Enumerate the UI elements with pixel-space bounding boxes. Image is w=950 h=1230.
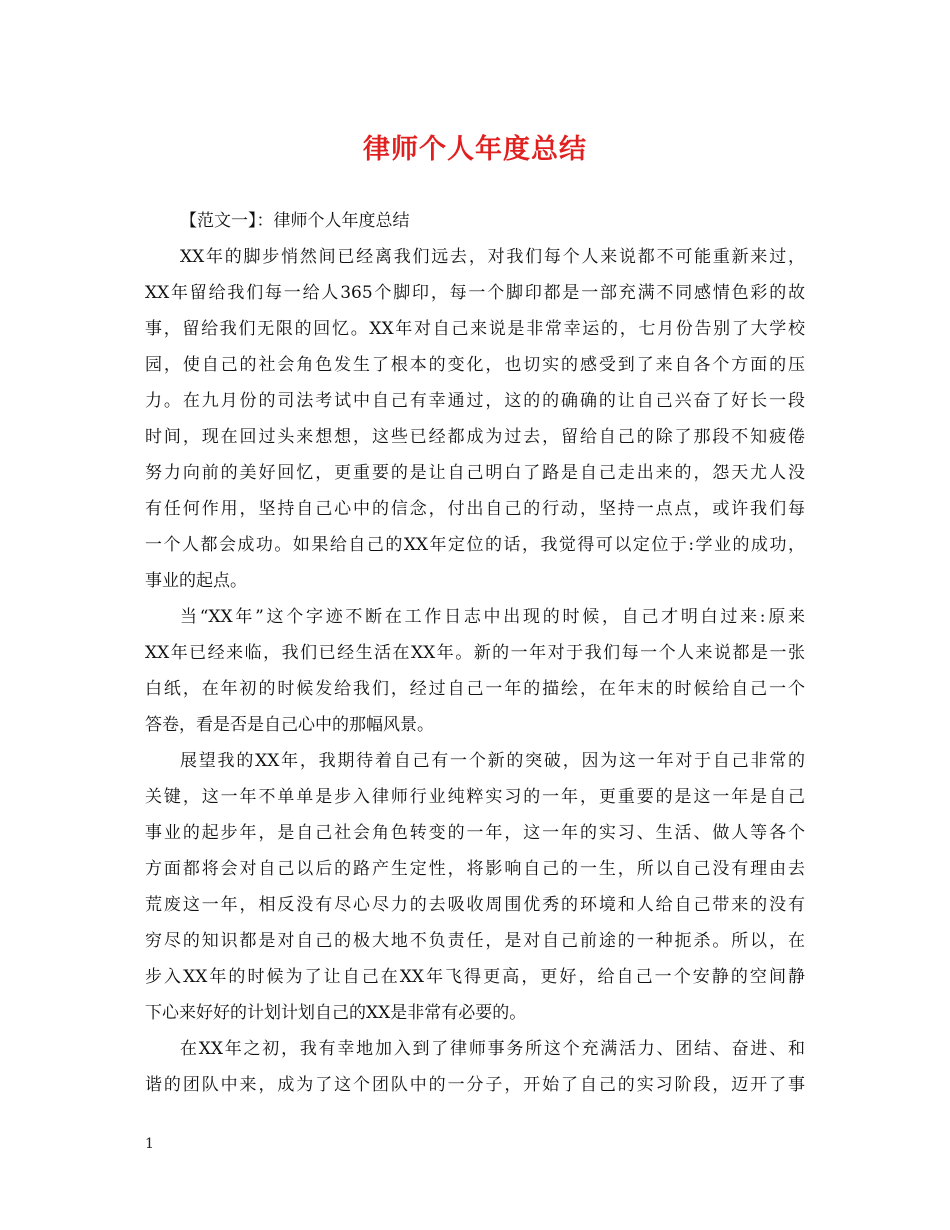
text-line: 园，使自己的社会角色发生了根本的变化，也切实的感受到了来自各个方面的压 [145,355,805,375]
text-line: 谐的团队中来，成为了这个团队中的一分子，开始了自己的实习阶段，迈开了事 [145,1075,805,1095]
text-line: 时间，现在回过头来想想，这些已经都成为过去，留给自己的除了那段不知疲倦 [145,427,805,447]
text-line: 荒废这一年，相反没有尽心尽力的去吸收周围优秀的环境和人给自己带来的没有 [145,895,805,915]
text-line: XX年已经来临，我们已经生活在XX年。新的一年对于我们每一个人来说都是一张 [145,643,805,663]
text-line: 有任何作用，坚持自己心中的信念，付出自己的行动，坚持一点点，或许我们每 [145,499,805,519]
text-line: 事，留给我们无限的回忆。XX年对自己来说是非常幸运的，七月份告别了大学校 [145,319,805,339]
text-line: 下心来好好的计划计划自己的XX是非常有必要的。 [145,1003,527,1023]
page-number: 1 [145,1136,154,1152]
text-line: XX年留给我们每一给人365个脚印，每一个脚印都是一部充满不同感情色彩的故 [145,283,805,303]
text-line: 力。在九月份的司法考试中自己有幸通过，这的的确确的让自己兴奋了好长一段 [145,391,805,411]
text-line: 关键，这一年不单单是步入律师行业纯粹实习的一年，更重要的是这一年是自己 [145,787,805,807]
text-line: 方面都将会对自己以后的路产生定性，将影响自己的一生，所以自己没有理由去 [145,859,805,879]
text-line: 白纸，在年初的时候发给我们，经过自己一年的描绘，在年末的时候给自己一个 [145,679,805,699]
text-line: 步入XX年的时候为了让自己在XX年飞得更高，更好，给自己一个安静的空间静 [145,967,805,987]
text-line: 展望我的XX年，我期待着自己有一个新的突破，因为这一年对于自己非常的 [180,751,805,771]
text-line: 穷尽的知识都是对自己的极大地不负责任，是对自己前途的一种扼杀。所以，在 [145,931,805,951]
text-line: XX年的脚步悄然间已经离我们远去，对我们每个人来说都不可能重新来过， [180,247,805,267]
text-line: 一个人都会成功。如果给自己的XX年定位的话，我觉得可以定位于:学业的成功， [145,535,805,555]
text-line: 努力向前的美好回忆，更重要的是让自己明白了路是自己走出来的，怨天尤人没 [145,463,805,483]
text-line: 事业的起点。 [145,571,247,591]
text-line: 答卷，看是否是自己心中的那幅风景。 [145,715,434,735]
section-heading: 【范文一】：律师个人年度总结 [180,211,410,231]
text-line: 事业的起步年，是自己社会角色转变的一年，这一年的实习、生活、做人等各个 [145,823,805,843]
text-line: 当“XX年”这个字迹不断在工作日志中出现的时候，自己才明白过来:原来 [180,607,805,627]
document-title: 律师个人年度总结 [363,134,587,165]
text-line: 在XX年之初，我有幸地加入到了律师事务所这个充满活力、团结、奋进、和 [180,1039,805,1059]
